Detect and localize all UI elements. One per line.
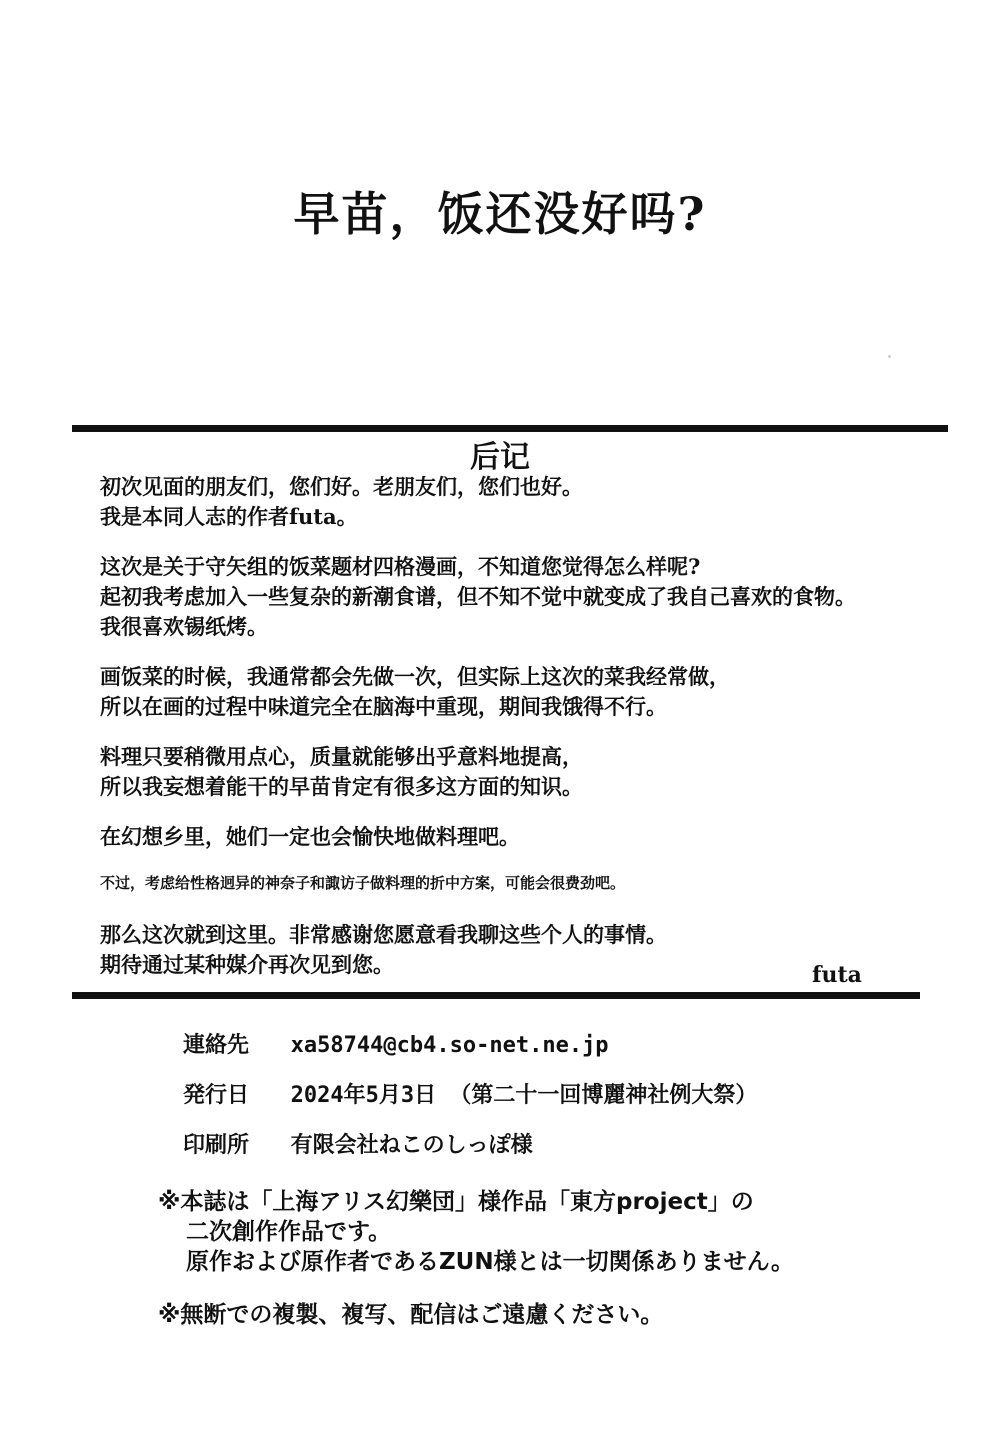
afterword-paragraph-gensokyo [100,822,970,852]
author-signature: futa [812,962,862,988]
colophon-date [183,1078,757,1109]
afterword-line: 期待通过某种媒介再次见到您。 [100,952,394,977]
afterword-line: 起初我考虑加入一些复杂的新潮食谱，但不知不觉中就变成了我自己喜欢的食物。 [100,584,856,609]
afterword-line: 在幻想乡里，她们一定也会愉快地做料理吧。 [100,824,520,849]
margin-dot [888,355,891,358]
afterword-line: 我很喜欢锡纸烤。 [100,614,268,639]
page-title: 早苗，饭还没好吗? [293,187,707,241]
colophon-date-label: 発行日 [183,1083,250,1108]
colophon-printer [183,1128,533,1159]
afterword-line: 所以在画的过程中味道完全在脑海中重现，期间我饿得不行。 [100,694,667,719]
afterword-line: 所以我妄想着能干的早苗肯定有很多这方面的知识。 [100,774,583,799]
colophon-date-value: 2024年5月3日 （第二十一回博麗神社例大祭） [290,1083,758,1108]
afterword-body [100,472,970,1000]
colophon-contact [183,1028,609,1059]
disclaimer-line: 二次創作作品です。 [186,1219,392,1245]
afterword-heading: 后记 [470,440,530,475]
afterword-paragraph-greeting [100,472,970,532]
copyright-disclaimer [158,1187,794,1277]
afterword-paragraph-theme [100,552,970,642]
afterword-line: 初次见面的朋友们，您们好。老朋友们，您们也好。 [100,474,583,499]
colophon-contact-email: xa58744@cb4.so-net.ne.jp [290,1033,609,1058]
afterword-small-note [100,872,970,894]
afterword-paragraph-drawing [100,662,970,722]
colophon-printer-label: 印刷所 [183,1133,250,1158]
bottom-divider [72,992,920,999]
afterword-line: 画饭菜的时候，我通常都会先做一次，但实际上这次的菜我经常做， [100,664,730,689]
afterword-line: 料理只要稍微用点心，质量就能够出乎意料地提高， [100,744,583,769]
top-divider [72,425,948,432]
afterword-line: 我是本同人志的作者futa。 [100,504,358,529]
afterword-line: 这次是关于守矢组的饭菜题材四格漫画，不知道您觉得怎么样呢? [100,554,701,579]
colophon-contact-label: 連絡先 [183,1033,250,1058]
colophon-printer-value: 有限会社ねこのしっぽ様 [290,1133,533,1158]
afterword-line: 不过，考虑给性格迥异的神奈子和諏访子做料理的折中方案，可能会很费劲吧。 [100,874,626,892]
copy-warning: ※無断での複製、複写、配信はご遠慮ください。 [158,1302,664,1328]
afterword-line: 那么这次就到这里。非常感谢您愿意看我聊这些个人的事情。 [100,922,667,947]
afterword-paragraph-cooking [100,742,970,802]
disclaimer-line: ※本誌は「上海アリス幻樂団」様作品「東方project」の [158,1189,754,1215]
disclaimer-line: 原作および原作者であるZUN様とは一切関係ありません。 [186,1249,794,1275]
